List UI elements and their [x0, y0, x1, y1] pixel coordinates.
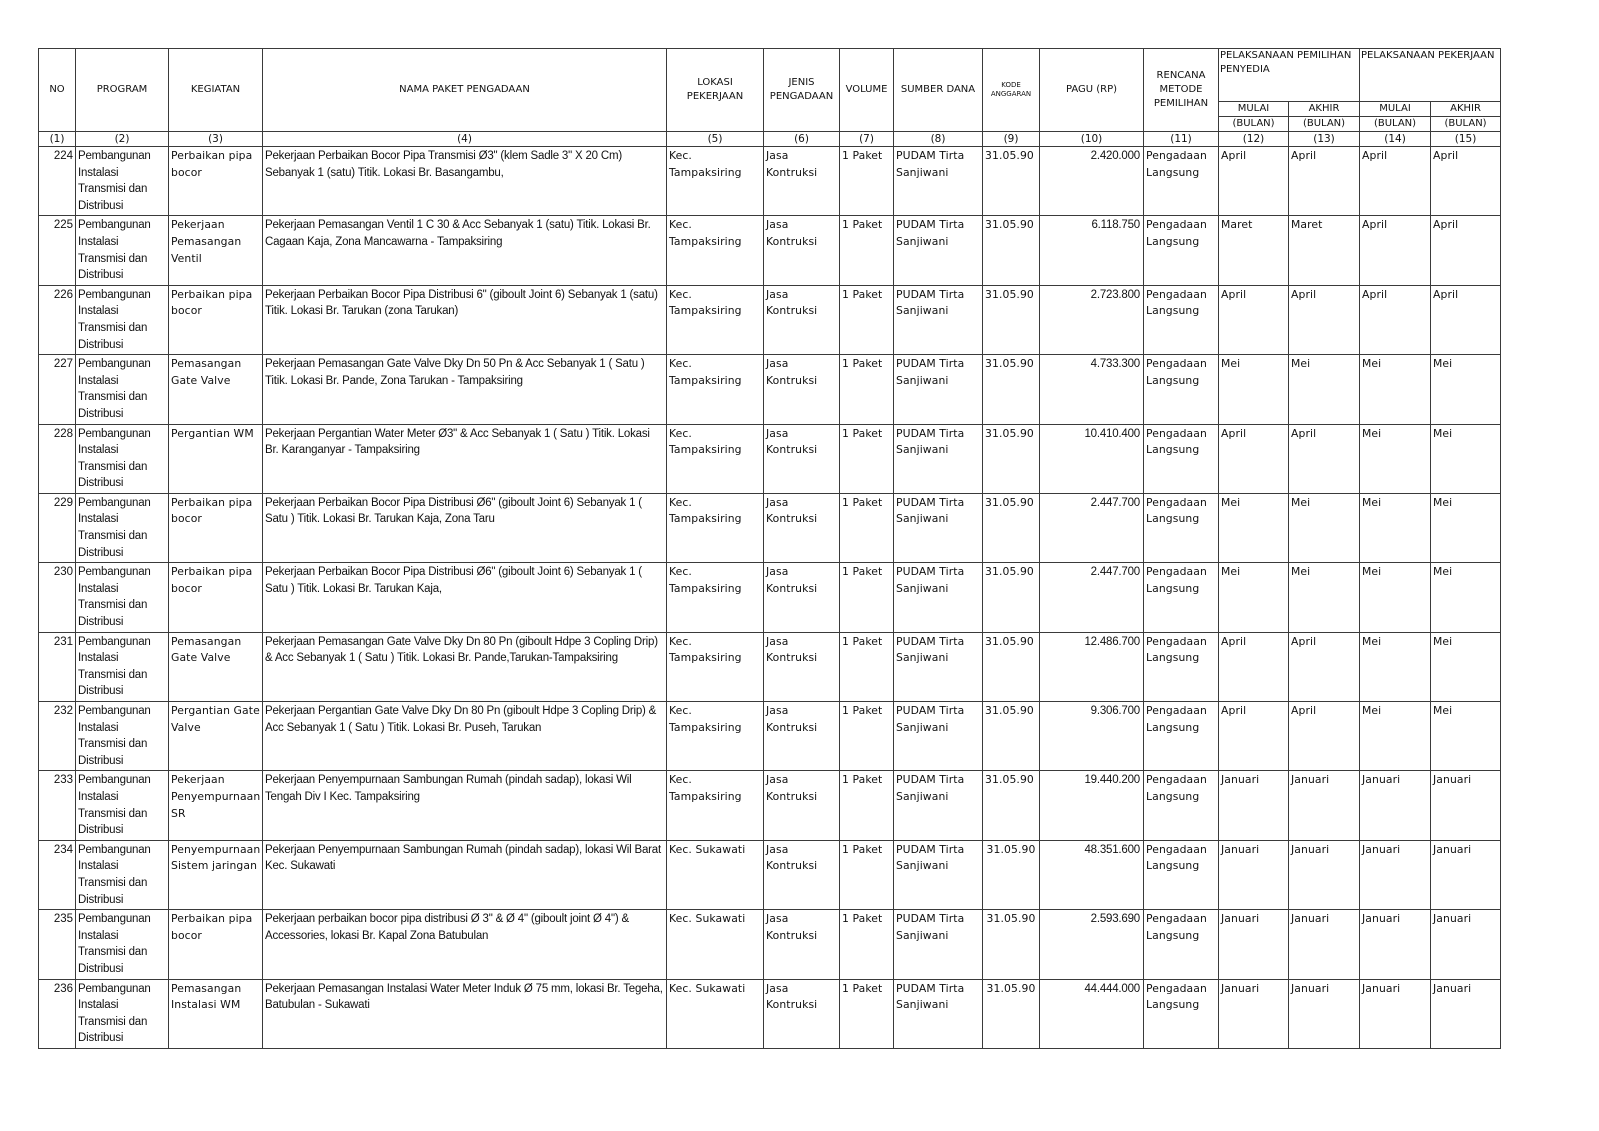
cell-rencana-metode: Pengadaan Langsung: [1144, 702, 1219, 771]
cell-pekerjaan-akhir: Mei: [1431, 702, 1501, 771]
cell-pekerjaan-mulai: Mei: [1360, 493, 1431, 562]
header-pelaksanaan-pemilihan: PELAKSANAAN PEMILIHAN PENYEDIA: [1219, 49, 1360, 102]
cell-rencana-metode: Pengadaan Langsung: [1144, 910, 1219, 979]
cell-pekerjaan-akhir: April: [1431, 147, 1501, 216]
cell-pemilihan-mulai: Januari: [1219, 910, 1289, 979]
column-index: (11): [1144, 132, 1219, 147]
cell-kegiatan: Perbaikan pipa bocor: [169, 147, 263, 216]
cell-rencana-metode: Pengadaan Langsung: [1144, 493, 1219, 562]
procurement-sheet: [38, 48, 1501, 1049]
cell-jenis: Jasa Kontruksi: [764, 493, 840, 562]
cell-sumber-dana: PUDAM Tirta Sanjiwani: [894, 216, 983, 285]
cell-lokasi: Kec. Tampaksiring: [667, 147, 764, 216]
cell-lokasi: Kec. Tampaksiring: [667, 424, 764, 493]
cell-sumber-dana: PUDAM Tirta Sanjiwani: [894, 493, 983, 562]
cell-sumber-dana: PUDAM Tirta Sanjiwani: [894, 910, 983, 979]
cell-jenis: Jasa Kontruksi: [764, 910, 840, 979]
table-row: [39, 424, 1501, 493]
cell-lokasi: Kec. Sukawati: [667, 979, 764, 1048]
cell-pekerjaan-akhir: Januari: [1431, 840, 1501, 909]
header-kegiatan: KEGIATAN: [169, 49, 263, 132]
cell-pekerjaan-akhir: Januari: [1431, 771, 1501, 840]
cell-volume: 1 Paket: [840, 702, 894, 771]
cell-jenis: Jasa Kontruksi: [764, 979, 840, 1048]
cell-kode-anggaran: 31.05.90: [983, 216, 1040, 285]
cell-kegiatan: Perbaikan pipa bocor: [169, 910, 263, 979]
cell-kode-anggaran: 31.05.90: [983, 147, 1040, 216]
cell-pemilihan-akhir: Mei: [1289, 493, 1360, 562]
column-index: (4): [263, 132, 667, 147]
cell-rencana-metode: Pengadaan Langsung: [1144, 424, 1219, 493]
cell-nama-paket: Pekerjaan Pemasangan Instalasi Water Meter Induk Ø 75 mm, lokasi Br. Tegeha, Batubulan - Sukawati: [263, 979, 667, 1048]
column-index: (8): [894, 132, 983, 147]
cell-volume: 1 Paket: [840, 216, 894, 285]
cell-pemilihan-akhir: April: [1289, 424, 1360, 493]
cell-pekerjaan-mulai: Januari: [1360, 910, 1431, 979]
cell-lokasi: Kec. Tampaksiring: [667, 632, 764, 701]
row-number: 226: [39, 285, 76, 354]
cell-pekerjaan-akhir: Januari: [1431, 979, 1501, 1048]
cell-nama-paket: Pekerjaan Perbaikan Bocor Pipa Transmisi Ø3" (klem Sadle 3" X 20 Cm) Sebanyak 1 (satu) Titik. Lokasi Br. Basangambu,: [263, 147, 667, 216]
header-nama-paket: NAMA PAKET PENGADAAN: [263, 49, 667, 132]
cell-pagu: 2.447.700: [1040, 493, 1144, 562]
cell-kegiatan: Pemasangan Gate Valve: [169, 355, 263, 424]
cell-pemilihan-mulai: Januari: [1219, 979, 1289, 1048]
header-volume: VOLUME: [840, 49, 894, 132]
cell-pagu: 2.447.700: [1040, 563, 1144, 632]
cell-lokasi: Kec. Tampaksiring: [667, 563, 764, 632]
column-index: (7): [840, 132, 894, 147]
cell-pemilihan-mulai: April: [1219, 632, 1289, 701]
cell-pekerjaan-mulai: April: [1360, 147, 1431, 216]
cell-kegiatan: Perbaikan pipa bocor: [169, 563, 263, 632]
cell-lokasi: Kec. Sukawati: [667, 910, 764, 979]
cell-pagu: 2.593.690: [1040, 910, 1144, 979]
cell-rencana-metode: Pengadaan Langsung: [1144, 355, 1219, 424]
cell-program: Pembangunan Instalasi Transmisi dan Distribusi: [76, 216, 169, 285]
cell-nama-paket: Pekerjaan Pemasangan Gate Valve Dky Dn 80 Pn (giboult Hdpe 3 Copling Drip) & Acc Sebanyak 1 ( Satu ) Titik. Lokasi Br. Pande,Tarukan-Tampaksiring: [263, 632, 667, 701]
cell-pekerjaan-mulai: April: [1360, 216, 1431, 285]
row-number: 229: [39, 493, 76, 562]
cell-pagu: 6.118.750: [1040, 216, 1144, 285]
cell-pekerjaan-akhir: April: [1431, 285, 1501, 354]
cell-kegiatan: Pemasangan Instalasi WM: [169, 979, 263, 1048]
cell-kode-anggaran: 31.05.90: [983, 563, 1040, 632]
cell-pekerjaan-mulai: Januari: [1360, 771, 1431, 840]
cell-kode-anggaran: 31.05.90: [983, 493, 1040, 562]
cell-pagu: 9.306.700: [1040, 702, 1144, 771]
cell-pemilihan-mulai: Mei: [1219, 493, 1289, 562]
cell-nama-paket: Pekerjaan Pemasangan Ventil 1 C 30 & Acc Sebanyak 1 (satu) Titik. Lokasi Br. Cagaan Kaja, Zona Mancawarna - Tampaksiring: [263, 216, 667, 285]
cell-pekerjaan-akhir: April: [1431, 216, 1501, 285]
cell-kegiatan: Pekerjaan Pemasangan Ventil: [169, 216, 263, 285]
row-number: 233: [39, 771, 76, 840]
cell-sumber-dana: PUDAM Tirta Sanjiwani: [894, 355, 983, 424]
row-number: 236: [39, 979, 76, 1048]
cell-kegiatan: Pergantian WM: [169, 424, 263, 493]
cell-pemilihan-akhir: Januari: [1289, 840, 1360, 909]
cell-nama-paket: Pekerjaan Pemasangan Gate Valve Dky Dn 50 Pn & Acc Sebanyak 1 ( Satu ) Titik. Lokasi Br. Pande, Zona Tarukan - Tampaksiring: [263, 355, 667, 424]
cell-kode-anggaran: 31.05.90: [983, 771, 1040, 840]
cell-jenis: Jasa Kontruksi: [764, 285, 840, 354]
cell-pagu: 2.420.000: [1040, 147, 1144, 216]
cell-kode-anggaran: 31.05.90: [983, 355, 1040, 424]
table-body: [39, 147, 1501, 1049]
column-index: (12): [1219, 132, 1289, 147]
header-bulan: (BULAN): [1219, 117, 1289, 132]
cell-jenis: Jasa Kontruksi: [764, 840, 840, 909]
cell-volume: 1 Paket: [840, 771, 894, 840]
cell-pagu: 4.733.300: [1040, 355, 1144, 424]
cell-kode-anggaran: 31.05.90: [983, 285, 1040, 354]
cell-kode-anggaran: 31.05.90: [983, 424, 1040, 493]
cell-pekerjaan-mulai: April: [1360, 285, 1431, 354]
cell-rencana-metode: Pengadaan Langsung: [1144, 771, 1219, 840]
cell-volume: 1 Paket: [840, 563, 894, 632]
cell-kegiatan: Pekerjaan Penyempurnaan SR: [169, 771, 263, 840]
cell-program: Pembangunan Instalasi Transmisi dan Distribusi: [76, 285, 169, 354]
row-number: 235: [39, 910, 76, 979]
header-bulan: (BULAN): [1289, 117, 1360, 132]
cell-pekerjaan-mulai: Januari: [1360, 979, 1431, 1048]
cell-pekerjaan-akhir: Mei: [1431, 493, 1501, 562]
cell-nama-paket: Pekerjaan Pergantian Gate Valve Dky Dn 80 Pn (giboult Hdpe 3 Copling Drip) & Acc Sebanyak 1 ( Satu ) Titik. Lokasi Br. Puseh, Tarukan: [263, 702, 667, 771]
cell-nama-paket: Pekerjaan Penyempurnaan Sambungan Rumah (pindah sadap), lokasi Wil Barat Kec. Sukawati: [263, 840, 667, 909]
table-row: [39, 493, 1501, 562]
cell-pagu: 12.486.700: [1040, 632, 1144, 701]
cell-pekerjaan-akhir: Januari: [1431, 910, 1501, 979]
header-rencana-metode: RENCANA METODE PEMILIHAN: [1144, 49, 1219, 132]
cell-pemilihan-akhir: Januari: [1289, 910, 1360, 979]
cell-pagu: 44.444.000: [1040, 979, 1144, 1048]
cell-jenis: Jasa Kontruksi: [764, 702, 840, 771]
column-index: (3): [169, 132, 263, 147]
cell-sumber-dana: PUDAM Tirta Sanjiwani: [894, 563, 983, 632]
cell-pemilihan-akhir: Januari: [1289, 771, 1360, 840]
cell-pekerjaan-akhir: Mei: [1431, 355, 1501, 424]
cell-jenis: Jasa Kontruksi: [764, 355, 840, 424]
header-program: PROGRAM: [76, 49, 169, 132]
cell-program: Pembangunan Instalasi Transmisi dan Distribusi: [76, 771, 169, 840]
header-pekerjaan-akhir: AKHIR: [1431, 102, 1501, 117]
header-pagu: PAGU (RP): [1040, 49, 1144, 132]
cell-program: Pembangunan Instalasi Transmisi dan Distribusi: [76, 632, 169, 701]
cell-pekerjaan-akhir: Mei: [1431, 632, 1501, 701]
cell-rencana-metode: Pengadaan Langsung: [1144, 216, 1219, 285]
cell-sumber-dana: PUDAM Tirta Sanjiwani: [894, 424, 983, 493]
header-pekerjaan-mulai: MULAI: [1360, 102, 1431, 117]
header-lokasi: LOKASI PEKERJAAN: [667, 49, 764, 132]
cell-sumber-dana: PUDAM Tirta Sanjiwani: [894, 285, 983, 354]
table-row: [39, 910, 1501, 979]
cell-pekerjaan-mulai: Mei: [1360, 632, 1431, 701]
cell-pemilihan-akhir: April: [1289, 147, 1360, 216]
cell-sumber-dana: PUDAM Tirta Sanjiwani: [894, 840, 983, 909]
cell-rencana-metode: Pengadaan Langsung: [1144, 840, 1219, 909]
cell-sumber-dana: PUDAM Tirta Sanjiwani: [894, 632, 983, 701]
column-index: (2): [76, 132, 169, 147]
cell-volume: 1 Paket: [840, 285, 894, 354]
cell-volume: 1 Paket: [840, 147, 894, 216]
cell-lokasi: Kec. Tampaksiring: [667, 355, 764, 424]
cell-kode-anggaran: 31.05.90: [983, 840, 1040, 909]
cell-pemilihan-mulai: April: [1219, 285, 1289, 354]
cell-rencana-metode: Pengadaan Langsung: [1144, 979, 1219, 1048]
cell-kode-anggaran: 31.05.90: [983, 979, 1040, 1048]
cell-pemilihan-mulai: Maret: [1219, 216, 1289, 285]
cell-program: Pembangunan Instalasi Transmisi dan Distribusi: [76, 563, 169, 632]
cell-program: Pembangunan Instalasi Transmisi dan Distribusi: [76, 979, 169, 1048]
table-row: [39, 563, 1501, 632]
cell-sumber-dana: PUDAM Tirta Sanjiwani: [894, 147, 983, 216]
cell-volume: 1 Paket: [840, 910, 894, 979]
table-row: [39, 355, 1501, 424]
table-row: [39, 979, 1501, 1048]
cell-jenis: Jasa Kontruksi: [764, 632, 840, 701]
cell-rencana-metode: Pengadaan Langsung: [1144, 632, 1219, 701]
cell-sumber-dana: PUDAM Tirta Sanjiwani: [894, 771, 983, 840]
cell-pekerjaan-mulai: Mei: [1360, 563, 1431, 632]
column-index: (13): [1289, 132, 1360, 147]
cell-pemilihan-mulai: April: [1219, 424, 1289, 493]
procurement-table: [38, 48, 1501, 1049]
column-index-row: [39, 132, 1501, 147]
cell-kode-anggaran: 31.05.90: [983, 632, 1040, 701]
cell-pekerjaan-mulai: Mei: [1360, 424, 1431, 493]
header-sumber-dana: SUMBER DANA: [894, 49, 983, 132]
cell-program: Pembangunan Instalasi Transmisi dan Distribusi: [76, 493, 169, 562]
cell-jenis: Jasa Kontruksi: [764, 771, 840, 840]
column-index: (10): [1040, 132, 1144, 147]
cell-pemilihan-akhir: Maret: [1289, 216, 1360, 285]
cell-volume: 1 Paket: [840, 632, 894, 701]
column-index: (6): [764, 132, 840, 147]
header-jenis: JENIS PENGADAAN: [764, 49, 840, 132]
cell-jenis: Jasa Kontruksi: [764, 424, 840, 493]
table-row: [39, 147, 1501, 216]
cell-program: Pembangunan Instalasi Transmisi dan Distribusi: [76, 424, 169, 493]
cell-jenis: Jasa Kontruksi: [764, 563, 840, 632]
column-index: (1): [39, 132, 76, 147]
column-index: (14): [1360, 132, 1431, 147]
cell-volume: 1 Paket: [840, 840, 894, 909]
cell-rencana-metode: Pengadaan Langsung: [1144, 563, 1219, 632]
cell-jenis: Jasa Kontruksi: [764, 147, 840, 216]
cell-program: Pembangunan Instalasi Transmisi dan Distribusi: [76, 840, 169, 909]
cell-sumber-dana: PUDAM Tirta Sanjiwani: [894, 979, 983, 1048]
row-number: 227: [39, 355, 76, 424]
cell-kode-anggaran: 31.05.90: [983, 702, 1040, 771]
cell-pemilihan-akhir: Mei: [1289, 355, 1360, 424]
header-pelaksanaan-pekerjaan: PELAKSANAAN PEKERJAAN: [1360, 49, 1501, 102]
cell-rencana-metode: Pengadaan Langsung: [1144, 285, 1219, 354]
cell-lokasi: Kec. Tampaksiring: [667, 216, 764, 285]
cell-pekerjaan-mulai: Mei: [1360, 702, 1431, 771]
column-index: (15): [1431, 132, 1501, 147]
table-row: [39, 702, 1501, 771]
cell-kode-anggaran: 31.05.90: [983, 910, 1040, 979]
cell-pekerjaan-akhir: Mei: [1431, 563, 1501, 632]
table-row: [39, 771, 1501, 840]
cell-pemilihan-mulai: April: [1219, 147, 1289, 216]
row-number: 231: [39, 632, 76, 701]
cell-pemilihan-mulai: Januari: [1219, 771, 1289, 840]
cell-pagu: 2.723.800: [1040, 285, 1144, 354]
cell-program: Pembangunan Instalasi Transmisi dan Distribusi: [76, 702, 169, 771]
cell-volume: 1 Paket: [840, 424, 894, 493]
column-index: (5): [667, 132, 764, 147]
cell-pemilihan-mulai: Mei: [1219, 355, 1289, 424]
cell-pekerjaan-akhir: Mei: [1431, 424, 1501, 493]
cell-volume: 1 Paket: [840, 493, 894, 562]
row-number: 230: [39, 563, 76, 632]
cell-nama-paket: Pekerjaan perbaikan bocor pipa distribusi Ø 3" & Ø 4" (giboult joint Ø 4") & Accessories, lokasi Br. Kapal Zona Batubulan: [263, 910, 667, 979]
cell-lokasi: Kec. Sukawati: [667, 840, 764, 909]
cell-pemilihan-akhir: April: [1289, 702, 1360, 771]
cell-pemilihan-akhir: Januari: [1289, 979, 1360, 1048]
header-bulan: (BULAN): [1431, 117, 1501, 132]
column-index: (9): [983, 132, 1040, 147]
cell-program: Pembangunan Instalasi Transmisi dan Distribusi: [76, 910, 169, 979]
cell-pagu: 19.440.200: [1040, 771, 1144, 840]
cell-nama-paket: Pekerjaan Perbaikan Bocor Pipa Distribusi Ø6" (giboult Joint 6) Sebanyak 1 ( Satu ) Titik. Lokasi Br. Tarukan Kaja,: [263, 563, 667, 632]
cell-kegiatan: Pergantian Gate Valve: [169, 702, 263, 771]
cell-pemilihan-mulai: Januari: [1219, 840, 1289, 909]
cell-volume: 1 Paket: [840, 355, 894, 424]
row-number: 232: [39, 702, 76, 771]
header-bulan: (BULAN): [1360, 117, 1431, 132]
cell-program: Pembangunan Instalasi Transmisi dan Distribusi: [76, 355, 169, 424]
cell-lokasi: Kec. Tampaksiring: [667, 771, 764, 840]
cell-program: Pembangunan Instalasi Transmisi dan Distribusi: [76, 147, 169, 216]
cell-volume: 1 Paket: [840, 979, 894, 1048]
cell-pagu: 10.410.400: [1040, 424, 1144, 493]
cell-lokasi: Kec. Tampaksiring: [667, 285, 764, 354]
cell-jenis: Jasa Kontruksi: [764, 216, 840, 285]
cell-pemilihan-akhir: April: [1289, 285, 1360, 354]
row-number: 234: [39, 840, 76, 909]
cell-pemilihan-mulai: Mei: [1219, 563, 1289, 632]
cell-pemilihan-mulai: April: [1219, 702, 1289, 771]
cell-nama-paket: Pekerjaan Perbaikan Bocor Pipa Distribusi 6" (giboult Joint 6) Sebanyak 1 (satu) Titik. Lokasi Br. Tarukan (zona Tarukan): [263, 285, 667, 354]
header-pemilihan-akhir: AKHIR: [1289, 102, 1360, 117]
header-pemilihan-mulai: MULAI: [1219, 102, 1289, 117]
cell-kegiatan: Perbaikan pipa bocor: [169, 285, 263, 354]
header-kode-anggaran: KODE ANGGARAN: [983, 49, 1040, 132]
cell-nama-paket: Pekerjaan Pergantian Water Meter Ø3" & Acc Sebanyak 1 ( Satu ) Titik. Lokasi Br. Karanganyar - Tampaksiring: [263, 424, 667, 493]
cell-lokasi: Kec. Tampaksiring: [667, 702, 764, 771]
row-number: 225: [39, 216, 76, 285]
cell-kegiatan: Pemasangan Gate Valve: [169, 632, 263, 701]
table-row: [39, 632, 1501, 701]
cell-nama-paket: Pekerjaan Perbaikan Bocor Pipa Distribusi Ø6" (giboult Joint 6) Sebanyak 1 ( Satu ) Titik. Lokasi Br. Tarukan Kaja, Zona Taru: [263, 493, 667, 562]
cell-rencana-metode: Pengadaan Langsung: [1144, 147, 1219, 216]
cell-pemilihan-akhir: Mei: [1289, 563, 1360, 632]
cell-sumber-dana: PUDAM Tirta Sanjiwani: [894, 702, 983, 771]
cell-pemilihan-akhir: April: [1289, 632, 1360, 701]
row-number: 228: [39, 424, 76, 493]
cell-pekerjaan-mulai: Januari: [1360, 840, 1431, 909]
cell-pagu: 48.351.600: [1040, 840, 1144, 909]
table-row: [39, 216, 1501, 285]
cell-lokasi: Kec. Tampaksiring: [667, 493, 764, 562]
cell-kegiatan: Perbaikan pipa bocor: [169, 493, 263, 562]
table-row: [39, 840, 1501, 909]
cell-kegiatan: Penyempurnaan Sistem jaringan: [169, 840, 263, 909]
cell-pekerjaan-mulai: Mei: [1360, 355, 1431, 424]
row-number: 224: [39, 147, 76, 216]
cell-nama-paket: Pekerjaan Penyempurnaan Sambungan Rumah (pindah sadap), lokasi Wil Tengah Div I Kec. Tampaksiring: [263, 771, 667, 840]
header-no: NO: [39, 49, 76, 132]
table-row: [39, 285, 1501, 354]
table-header: [39, 49, 1501, 147]
